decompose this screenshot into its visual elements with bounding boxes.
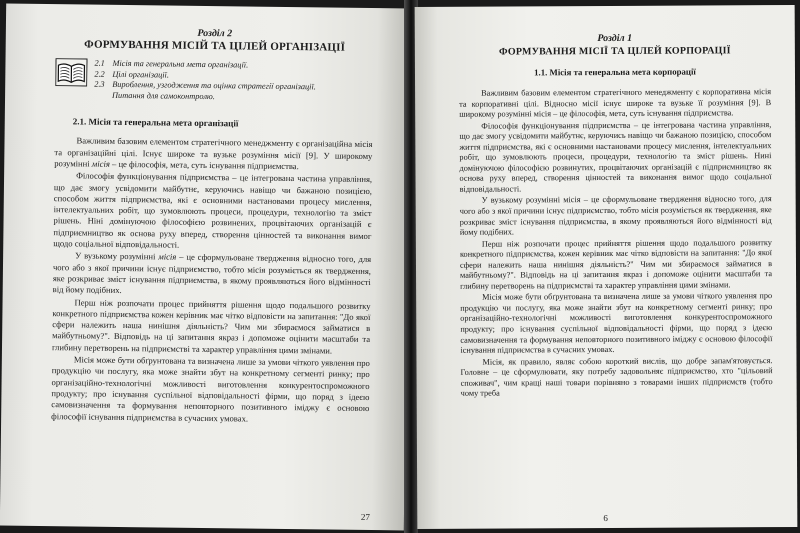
paragraph: Місія може бути обґрунтована та визначена лише за умови чіткого уявлення про продукцію чи послугу, яка може знайти збут на конкретному сегменті ринку; про організаційно-технологічні можливості виготовлення конкурентоспроможного продукту; про існування суспільної відповідальності фірми, що поряд з ідеєю самовизначення та формування неповторного позитивного іміджу є основою філософії існування підприємства в сучасних умовах. — [460, 291, 773, 355]
chapter-contents — [55, 58, 373, 104]
contents-item: 2.3 Вироблення, узгодження та оцінка стратегії організації. — [94, 79, 316, 92]
paragraph: Важливим базовим елементом стратегічного менеджменту є корпоративна місія та корпоративні цілі. Відносно місії існує широке та вузьке її розуміння [9]. В широкому розумінні місія – це філософія, мета, суть існування підприємства. — [459, 87, 772, 119]
chapter-title: ФОРМУВАННЯ МІСІЙ ТА ЦІЛЕЙ ОРГАНІЗАЦІЇ — [84, 38, 346, 54]
paragraph: У вузькому розумінні місія – це сформульоване твердження відносно того, для чого або з якої причини існує підприємство, тобто місія розуміється як твердження, яке розкриває зміст існування підприємства, в якому проявляються його відмінності від йому подібних. — [52, 250, 372, 296]
paragraph: Важливим базовим елементом стратегічного менеджменту є організаційна місія та організаційні цілі. Існує широке та вузьке розуміння місії [9]. У широкому розумінні місія – це філософія, мета, суть існування підприємства. — [54, 135, 373, 172]
paragraph: Перш ніж розпочати процес прийняття рішення щодо подальшого розвитку конкретного підприємства, кожен керівник має чітко відповісти на запитання: "До якої сфери належить наша нинішня діяльність?" Чим ми збираємося займатися в майбутньому?". Відповідь на ці запитання якраз і допоможе оцінити масштаби та глибину перетворень на підприємстві та характер управління цими змінами. — [459, 237, 773, 291]
section-label: Розділ 1 — [597, 32, 633, 45]
paragraph: Місія може бути обґрунтована та визначена лише за умови чіткого уявлення про продукцію чи послугу, яка може знайти збут на конкретному сегменті ринку; про організаційно-технологічні можливості виготовлення конкурентоспроможного продукту; про існування суспільної відповідальності фірми, що поряд з ідеєю самовизначення та формування неповторного позитивного іміджу є основою філософії існування підприємства в сучасних умовах. — [51, 354, 370, 424]
paragraph: Місія, як правило, являє собою короткий вислів, що добре запам'ятовується. Головне – це сформулювати, яку потребу задовольняє підприємство, хто "цільовий споживач", чим кращі наші товари порівняно з товарами інших підприємств (тобто чому треба — [460, 355, 773, 399]
paragraph: Філософія функціонування підприємства – це інтегрована частина управління, що дає змогу усвідомити майбутнє, керуючись навіщо чи бажаною позицією, способом життя підприємства, які є основними настановами процесу мислення, інтелектуальних робіт, що зумовлюють процеси, процедури, технологію та зміст рішень. Ніні домінуючою філософією розвинених, процвітаючих організацій є підприємництво як основа руху вперед, створення цінностей та виконання вимог щодо соціальної відповідальності. — [53, 170, 373, 250]
paragraph: Перш ніж розпочати процес прийняття рішення щодо подальшого розвитку конкретного підприємства кожен керівник має чітко відповісти на запитання: "До якої сфери належить наша нинішня діяльність? Чим ми збираємося займатися в майбутньому?". Відповідь на ці запитання якраз і допоможе оцінити масштаби та глибину перетворень на підприємстві та характер управління цими змінами. — [51, 296, 371, 356]
subsection-title: 2.1. Місія та генеральна мета організації — [72, 116, 239, 129]
paragraph: Філософія функціонування підприємства – це інтегрована частина управління, що дає змогу усвідомити майбутнє, керуючись навіщо чи бажаною позицією, способом життя підприємства, які є основними настановами процесу мислення, інтелектуальних робіт, що зумовлюють процеси, процедури, технологію та зміст рішень. Нині домінуючою філософією розвинутих, процвітаючих організацій є підприємництво як основа руху вперед, створення цінностей та виконання вимог щодо соціальної відповідальності. — [459, 119, 772, 194]
left-page — [0, 4, 410, 531]
paragraph: У вузькому розумінні місія – це сформульоване твердження відносно того, для чого або з якої причини існує підприємство, тобто місія розуміється як твердження, яке розкриває зміст існування підприємства, в якому проявляються його відмінності від йому подібних. — [459, 194, 772, 237]
contents-item: 2.2 Цілі організації. — [94, 69, 170, 80]
right-page — [415, 5, 798, 529]
contents-item-questions: Питання для самоконтролю. — [112, 90, 215, 101]
contents-item: 2.1 Місія та генеральна мета організації. — [94, 58, 249, 70]
open-book-icon — [55, 58, 87, 86]
subsection-title: 1.1. Місія та генеральна мета корпорації — [534, 66, 696, 78]
page-number: 27 — [360, 511, 371, 523]
section-label: Розділ 2 — [197, 27, 233, 40]
contents-list — [94, 59, 316, 104]
chapter-title: ФОРМУВАННЯ МІСІЇ ТА ЦІЛЕЙ КОРПОРАЦІЇ — [498, 45, 731, 58]
page-number: 6 — [603, 512, 608, 524]
